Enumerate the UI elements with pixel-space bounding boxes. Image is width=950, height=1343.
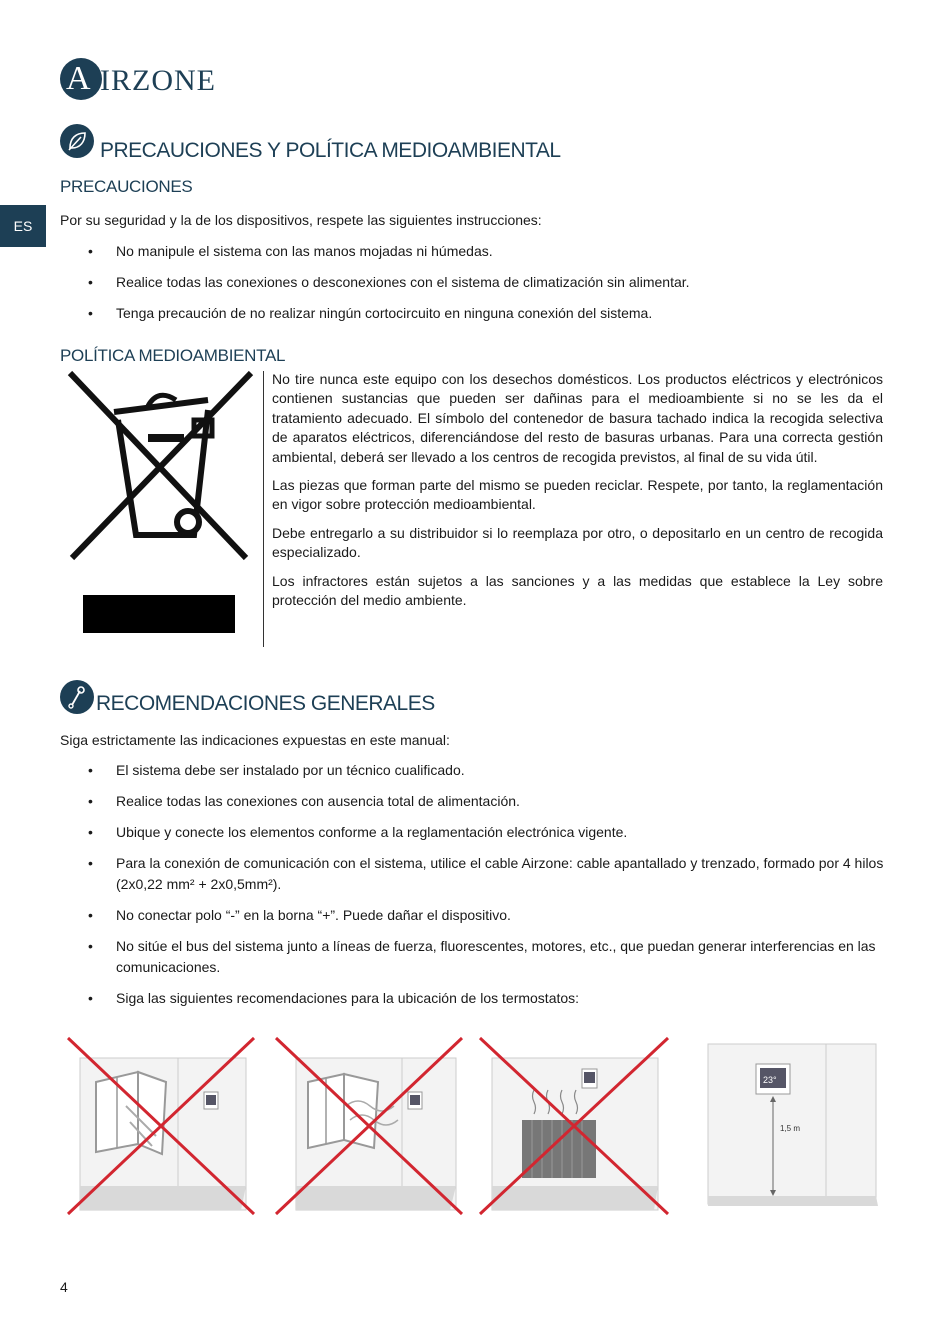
list-item: • Realice todas las conexiones con ausencia total de alimentación.	[60, 791, 892, 812]
height-label: 1,5 m	[780, 1124, 801, 1133]
list-item: • No conectar polo “-” en la borna “+”. Puede dañar el dispositivo.	[60, 905, 892, 926]
subheading-precautions: PRECAUCIONES	[60, 177, 193, 196]
subheading-environment: POLÍTICA MEDIOAMBIENTAL	[60, 346, 286, 365]
environment-paragraph: Las piezas que forman parte del mismo se pueden reciclar. Respete, por tanto, la reglamentación en vigor sobre protección medioambiental.	[272, 477, 883, 513]
section-title-recommendations: RECOMENDACIONES GENERALES	[96, 692, 435, 715]
language-tab[interactable]: ES	[0, 205, 46, 247]
brand-logo-text: IRZONE	[100, 64, 216, 97]
precautions-intro: Por su seguridad y la de los dispositivos, respete las siguientes instrucciones:	[60, 212, 542, 228]
thermostat-near-window-illustration	[66, 1036, 256, 1216]
environment-text	[272, 370, 883, 619]
recommendations-intro: Siga estrictamente las indicaciones expuestas en este manual:	[60, 732, 450, 748]
list-item: • Tenga precaución de no realizar ningún cortocircuito en ninguna conexión del sistema.	[60, 303, 690, 324]
list-item: • El sistema debe ser instalado por un técnico cualificado.	[60, 760, 892, 781]
weee-bin-icon	[66, 370, 256, 635]
section-title-precautions: PRECAUCIONES Y POLÍTICA MEDIOAMBIENTAL	[100, 139, 561, 162]
page-number: 4	[60, 1279, 68, 1295]
list-item: • No manipule el sistema con las manos mojadas ni húmedas.	[60, 241, 690, 262]
thermostat-temperature: 23°	[763, 1075, 777, 1085]
divider-line	[263, 371, 264, 647]
list-item: • Siga las siguientes recomendaciones para la ubicación de los termostatos:	[60, 988, 892, 1009]
thermostat-above-radiator-illustration	[478, 1036, 670, 1216]
list-item: • No sitúe el bus del sistema junto a líneas de fuerza, fluorescentes, motores, etc., que puedan generar interferencias en las comunicaciones.	[60, 936, 892, 978]
environment-paragraph: No tire nunca este equipo con los desechos domésticos. Los productos eléctricos y electrónicos contienen sustancias que pueden ser dañinas para el medioambiente si no se les da el tratamiento adecuado. El símbolo del contenedor de basura tachado indica la recogida selectiva de aparatos eléctricos, diferenciándose del resto de basuras urbanas. Para una correcta gestión ambiental, deberá ser llevado a los centros de recogida previstos, al final de su vida útil.	[272, 371, 883, 465]
list-item: • Realice todas las conexiones o desconexiones con el sistema de climatización sin alimentar.	[60, 272, 690, 293]
precautions-list	[60, 241, 690, 324]
brand-logo-letter: A	[66, 60, 91, 97]
environment-paragraph: Los infractores están sujetos a las sanciones y a las medidas que establece la Ley sobre protección del medio ambiente.	[272, 572, 883, 609]
thermostat-near-draft-illustration	[274, 1036, 464, 1216]
recommendations-list	[60, 760, 892, 1009]
wrench-icon	[60, 680, 94, 714]
environment-paragraph: Debe entregarlo a su distribuidor si lo reemplaza por otro, o depositarlo en un centro de recogida especializado.	[272, 524, 883, 561]
list-item: • Ubique y conecte los elementos conforme a la reglamentación electrónica vigente.	[60, 822, 892, 843]
list-item: • Para la conexión de comunicación con el sistema, utilice el cable Airzone: cable apantallado y trenzado, formado por 4 hilos (2x0,22 mm² + 2x0,5mm²).	[60, 853, 892, 895]
leaf-icon	[60, 124, 94, 158]
